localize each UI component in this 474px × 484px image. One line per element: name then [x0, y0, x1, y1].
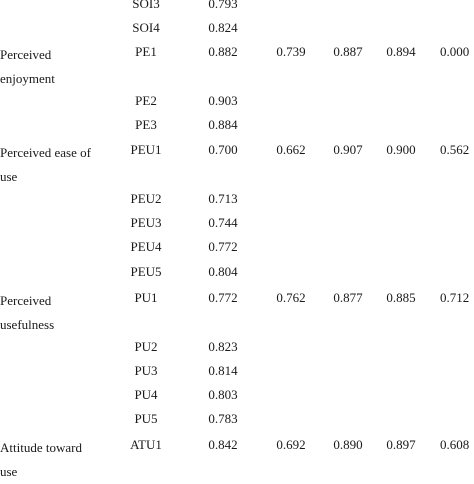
item-code: SOI4	[132, 20, 160, 35]
item-code: PU2	[134, 339, 158, 354]
cronbach-alpha: 0.662	[276, 142, 306, 157]
factor-loading: 0.713	[208, 191, 238, 206]
item-code: PE3	[135, 117, 157, 132]
cronbach-alpha: 0.762	[276, 290, 306, 305]
average-variance-extracted: 0.894	[386, 44, 416, 59]
item-code: PE2	[135, 93, 157, 108]
item-code: PEU3	[130, 215, 162, 230]
item-code: PU5	[134, 411, 158, 426]
factor-loading: 0.772	[208, 239, 238, 254]
factor-loading: 0.814	[208, 363, 238, 378]
composite-reliability: 0.890	[333, 437, 363, 452]
factor-loading: 0.842	[208, 437, 238, 452]
cronbach-alpha: 0.692	[276, 437, 306, 452]
composite-reliability: 0.877	[333, 290, 363, 305]
item-code: ATU1	[130, 437, 162, 452]
average-variance-extracted: 0.897	[386, 437, 416, 452]
cronbach-alpha: 0.739	[276, 44, 306, 59]
extra-value: 0.608	[440, 437, 470, 452]
factor-loading: 0.884	[208, 117, 238, 132]
average-variance-extracted: 0.900	[386, 142, 416, 157]
extra-value: 0.562	[440, 142, 470, 157]
item-code: PEU4	[130, 239, 162, 254]
item-code: PE1	[135, 44, 157, 59]
extra-value: 0.712	[440, 290, 470, 305]
factor-loading: 0.882	[208, 44, 238, 59]
construct-label: Perceived ease of use	[0, 145, 91, 184]
factor-loading: 0.744	[208, 215, 238, 230]
factor-loading: 0.772	[208, 290, 238, 305]
factor-loading: 0.823	[208, 339, 238, 354]
item-code: PU1	[134, 290, 158, 305]
factor-loading: 0.804	[208, 264, 238, 279]
factor-loading: 0.783	[208, 411, 238, 426]
average-variance-extracted: 0.885	[386, 290, 416, 305]
construct-label: Perceived enjoyment	[0, 47, 55, 86]
factor-loading: 0.700	[208, 142, 238, 157]
extra-value: 0.000	[440, 44, 470, 59]
item-code: PEU2	[130, 191, 162, 206]
factor-loading: 0.903	[208, 93, 238, 108]
construct-label: Perceived usefulness	[0, 293, 55, 332]
factor-loading: 0.793	[208, 0, 238, 11]
item-code: PEU1	[130, 142, 162, 157]
factor-loading: 0.824	[208, 20, 238, 35]
construct-label: Attitude toward use	[0, 440, 82, 479]
item-code: PU4	[134, 387, 158, 402]
composite-reliability: 0.887	[333, 44, 363, 59]
composite-reliability: 0.907	[333, 142, 363, 157]
item-code: SOI3	[132, 0, 160, 11]
factor-loading: 0.803	[208, 387, 238, 402]
item-code: PU3	[134, 363, 158, 378]
item-code: PEU5	[130, 264, 162, 279]
